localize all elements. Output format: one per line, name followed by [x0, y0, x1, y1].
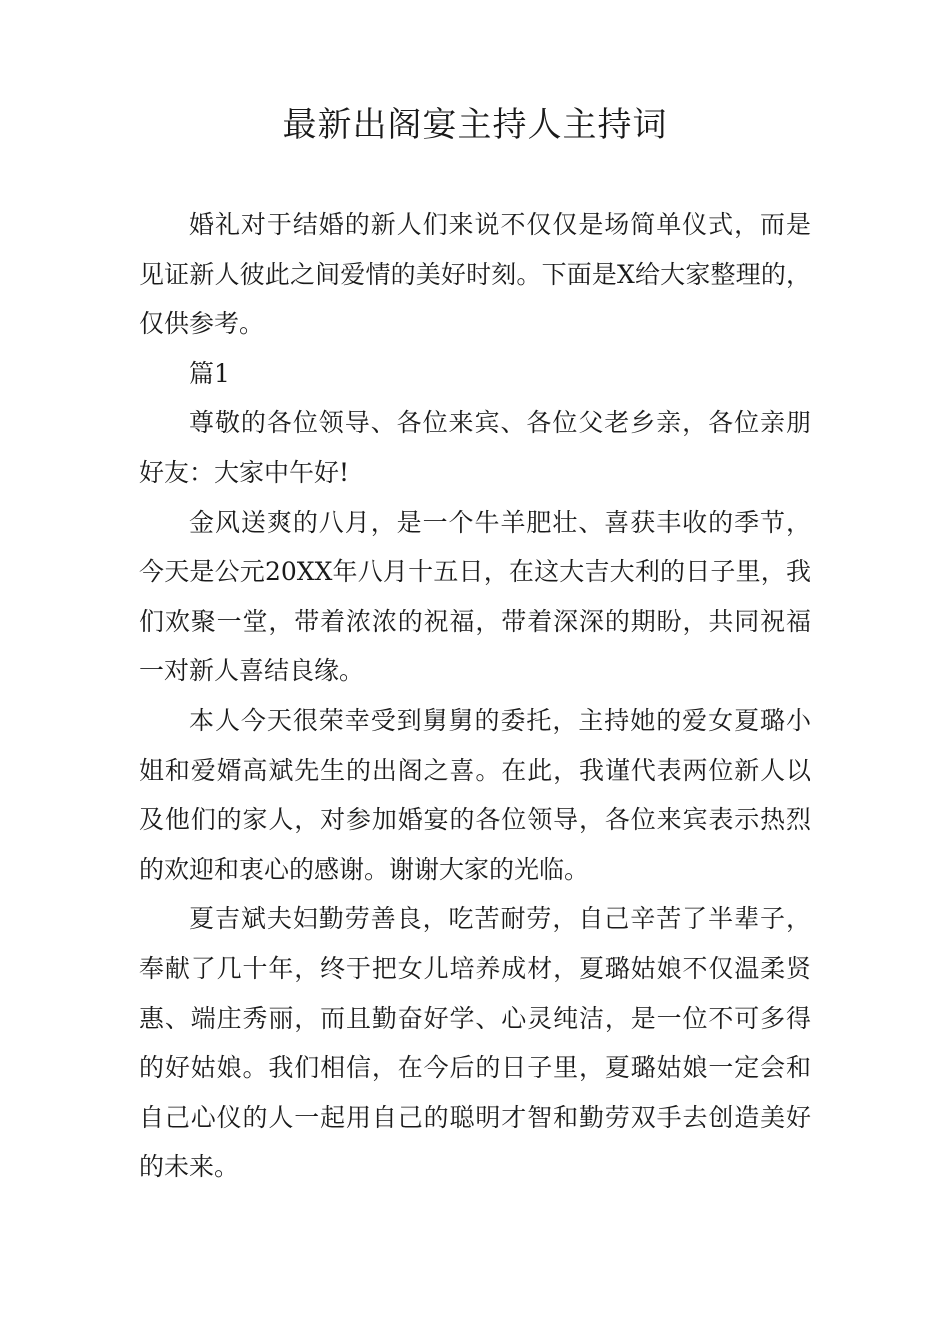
document-body	[139, 200, 811, 1192]
paragraph-season: 金风送爽的八月，是一个牛羊肥壮、喜获丰收的季节，今天是公元20XX年八月十五日，在这大吉大利的日子里，我们欢聚一堂，带着浓浓的祝福，带着深深的期盼，共同祝福一对新人喜结良缘。	[139, 507, 811, 686]
paragraph-intro: 婚礼对于结婚的新人们来说不仅仅是场简单仪式，而是见证新人彼此之间爱情的美好时刻。下面是X给大家整理的，仅供参考。	[139, 210, 811, 339]
paragraph-family: 夏吉斌夫妇勤劳善良，吃苦耐劳，自己辛苦了半辈子，奉献了几十年，终于把女儿培养成材，夏璐姑娘不仅温柔贤惠、端庄秀丽，而且勤奋好学、心灵纯洁，是一位不可多得的好姑娘。我们相信，在今后的日子里，夏璐姑娘一定会和自己心仪的人一起用自己的聪明才智和勤劳双手去创造美好的未来。	[139, 904, 811, 1182]
section-heading: 篇1	[189, 358, 230, 388]
paragraph-greeting: 尊敬的各位领导、各位来宾、各位父老乡亲，各位亲朋好友：大家中午好!	[139, 408, 811, 487]
paragraph-host: 本人今天很荣幸受到舅舅的委托，主持她的爱女夏璐小姐和爱婿高斌先生的出阁之喜。在此，我谨代表两位新人以及他们的家人，对参加婚宴的各位领导，各位来宾表示热烈的欢迎和衷心的感谢。谢谢大家的光临。	[139, 705, 811, 884]
document-title: 最新出阁宴主持人主持词	[282, 105, 668, 145]
